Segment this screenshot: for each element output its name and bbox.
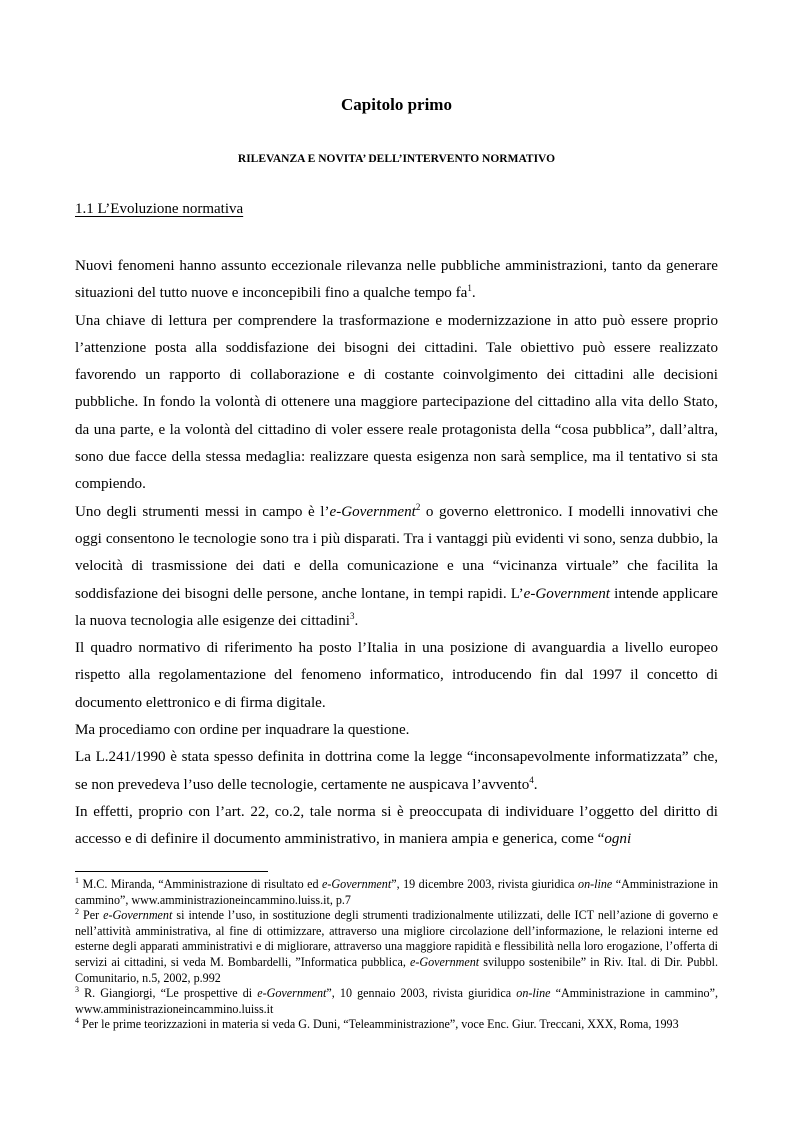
footnote-number: 2	[75, 907, 79, 917]
text-run: o governo elettronico. I modelli innovativi che oggi consentono le tecnologie sono tra i più disparati. Tra i vantaggi più evidenti vi sono, senza dubbio, la velocità di trasmissione dei dati e della comunicazione e una “vicinanza virtuale” che facilita la soddisfazione dei bisogni delle persone, anche lontane, in tempi rapidi. L’	[75, 503, 718, 602]
footnote-number: 1	[75, 876, 79, 885]
paragraph-2: Una chiave di lettura per comprendere la trasformazione e modernizzazione in atto può essere proprio l’attenzione posta alla soddisfazione dei bisogni dei cittadini. Tale obiettivo può essere realizzato favorendo un rapporto di collaborazione e di costante coinvolgimento dei cittadini alle decisioni pubbliche. In fondo la volontà di ottenere una maggiore partecipazione del cittadino alla vita dello Stato, da una parte, e la volontà del cittadino di voler essere reale protagonista della “cosa pubblica”, dall’altra, sono due facce della stessa medaglia: realizzare questa esigenza non sarà semplice, ma il tentativo si sta compiendo.	[75, 312, 718, 493]
footnote-number: 3	[75, 985, 79, 995]
emphasis: on-line	[578, 877, 613, 891]
text-run: intende applicare la nuova tecnologia alle esigenze dei cittadini	[75, 585, 718, 629]
footnote-ref-2[interactable]: 2	[415, 501, 421, 512]
text-run: R. Giangiorgi, “Le prospettive di	[79, 986, 258, 1001]
emphasis: e-Government	[103, 908, 173, 923]
paragraph-7	[75, 799, 718, 854]
text-run: Per le prime teorizzazioni in materia si veda G. Duni, “Teleamministrazione”, voce Enc. Giur. Treccani, XXX, Roma, 1993	[79, 1017, 679, 1032]
emphasis: e-Government	[409, 954, 480, 969]
text-run: .	[533, 776, 538, 793]
body-text	[75, 253, 718, 854]
footnote-2	[75, 908, 718, 986]
text-run: La L.241/1990 è stata spesso definita in dottrina come la legge “inconsapevolmente informatizzata” che, se non prevedeva l’uso delle tecnologie, certamente ne auspicava l’avvento	[75, 749, 718, 793]
text-run: In effetti, proprio con l’art. 22, co.2, tale norma si è preoccupata di individuare l’oggetto del diritto di accesso e di definire il documento amministrativo, in maniera ampia e generica, come “	[75, 803, 718, 848]
footnote-3	[75, 986, 718, 1017]
emphasis: ogni	[604, 831, 632, 848]
emphasis: e-Government	[257, 986, 327, 1001]
emphasis: on-line	[516, 986, 551, 1001]
emphasis: e-Government	[322, 877, 392, 891]
text-run: Nuovi fenomeni hanno assunto eccezionale rilevanza nelle pubbliche amministrazioni, tanto da generare situazioni del tutto nuove e inconcepibili fino a qualche tempo fa	[75, 258, 718, 302]
footnote-separator	[75, 871, 268, 872]
text-run: Per	[79, 908, 104, 923]
text-run: M.C. Miranda, “Amministrazione di risultato ed	[79, 877, 323, 891]
paragraph-4: Il quadro normativo di riferimento ha posto l’Italia in una posizione di avanguardia a livello europeo rispetto alla regolamentazione del fenomeno informatico, introducendo fin dal 1997 il concetto di documento elettronico e di firma digitale.	[75, 640, 718, 711]
text-run: .	[354, 612, 359, 629]
footnote-number: 4	[75, 1016, 79, 1026]
text-run: “Amministrazione in cammino”, www.amministrazioneincammino.luiss.it, p.7	[75, 877, 718, 907]
paragraph-6	[75, 744, 718, 799]
text-run: ”, 10 gennaio 2003, rivista giuridica	[326, 986, 517, 1001]
paragraph-3	[75, 499, 718, 635]
text-run: “Amministrazione in cammino”, www.amministrazioneincammino.luiss.it	[75, 986, 718, 1016]
section-heading: RILEVANZA E NOVITA’ DELL’INTERVENTO NORMATIVO	[237, 153, 556, 165]
text-run: si intende l’uso, in sostituzione degli strumenti tradizionalmente utilizzati, delle ICT nell’azione di governo e nell’attività amministrativa, al fine di ottimizzare, attraverso una migliore circolazione dell’informazione, le relazioni interne ed esterne degli apparati amministrativi e di migliorare, attraverso una maggiore rapidità e flessibilità nella loro erogazione, l’offerta di servizi ai cittadini, si veda M. Bombardelli, ”Informatica pubblica,	[75, 908, 718, 969]
footnote-ref-3[interactable]: 3	[349, 610, 355, 621]
emphasis: e-Government	[523, 585, 610, 602]
text-run: sviluppo sostenibile” in Riv. Ital. di Dir. Pubbl. Comunitario, n.5, 2002, p.992	[75, 954, 719, 985]
footnote-ref-1[interactable]: 1	[467, 283, 472, 294]
text-run: ”, 19 dicembre 2003, rivista giuridica	[391, 877, 579, 891]
paragraph-5: Ma procediamo con ordine per inquadrare la questione.	[75, 722, 410, 739]
paragraph-1	[75, 253, 718, 308]
footnote-1	[75, 877, 718, 908]
text-run: .	[471, 285, 476, 302]
subsection-title: 1.1 L’Evoluzione normativa	[75, 201, 244, 217]
text-run: Uno degli strumenti messi in campo è l’	[75, 503, 330, 520]
emphasis: e-Government	[329, 503, 416, 520]
footnote-ref-4[interactable]: 4	[529, 774, 534, 785]
footnotes	[75, 877, 718, 1033]
footnote-4	[75, 1017, 718, 1033]
chapter-title: Capitolo primo	[341, 95, 452, 114]
